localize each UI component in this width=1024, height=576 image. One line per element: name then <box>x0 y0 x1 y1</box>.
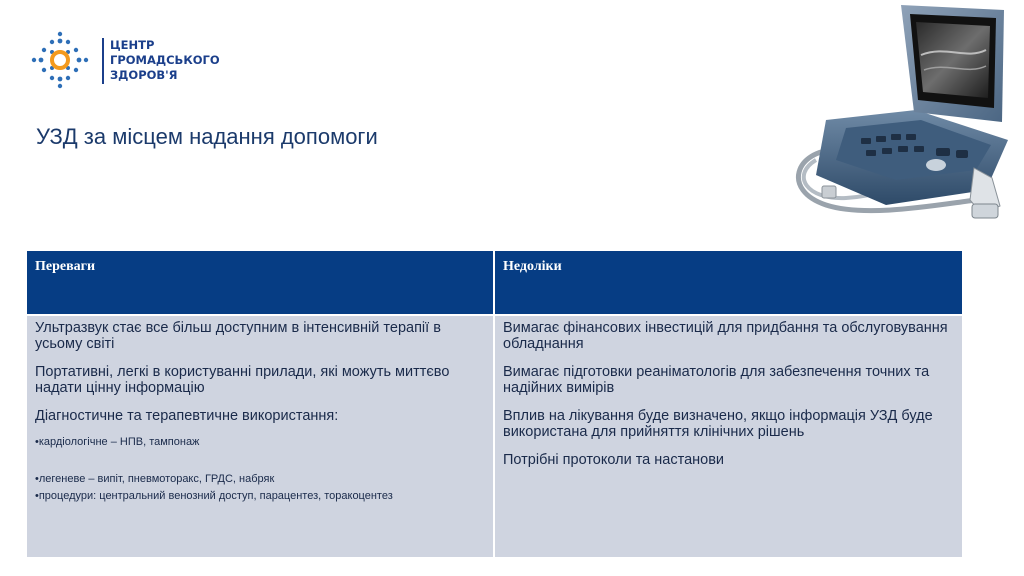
pros-subitem: •кардіологічне – НПВ, тампонаж <box>35 436 200 448</box>
cons-header-cell <box>495 251 962 314</box>
pros-subitem: •легеневе – випіт, пневмоторакс, ГРДС, набряк <box>35 473 275 485</box>
cons-item: Вимагає фінансових інвестицій для придбання та обслуговування обладнання <box>503 320 948 352</box>
ultrasound-machine-image <box>786 0 1010 232</box>
pros-subitem: •процедури: центральний венозний доступ, парацентез, торакоцентез <box>35 490 393 502</box>
cons-item: Вимагає підготовки реаніматологів для забезпечення точних та надійних вимірів <box>503 364 930 396</box>
organization-logo-icon <box>30 30 102 92</box>
organization-name-line-1: ЦЕНТР <box>110 38 155 52</box>
pros-cell <box>27 316 493 557</box>
organization-name-line-3: ЗДОРОВ'Я <box>110 68 178 82</box>
pros-item: Портативні, легкі в користуванні прилади, які можуть миттєво надати цінну інформацію <box>35 364 450 396</box>
slide-title: УЗД за місцем надання допомоги <box>36 124 378 149</box>
pros-header-cell <box>27 251 493 314</box>
logo-divider <box>102 38 104 84</box>
pros-cons-table <box>27 251 962 557</box>
cons-header: Недоліки <box>503 259 562 274</box>
organization-name-line-2: ГРОМАДСЬКОГО <box>110 53 220 67</box>
cons-cell <box>495 316 962 557</box>
pros-item: Діагностичне та терапевтичне використання: <box>35 408 339 424</box>
pros-item: Ультразвук стає все більш доступним в інтенсивній терапії в усьому світі <box>35 320 441 352</box>
cons-item: Вплив на лікування буде визначено, якщо інформація УЗД буде використана для прийняття клінічних рішень <box>503 408 933 440</box>
cons-item: Потрібні протоколи та настанови <box>503 452 725 468</box>
pros-header: Переваги <box>35 259 96 274</box>
organization-name <box>110 38 220 83</box>
